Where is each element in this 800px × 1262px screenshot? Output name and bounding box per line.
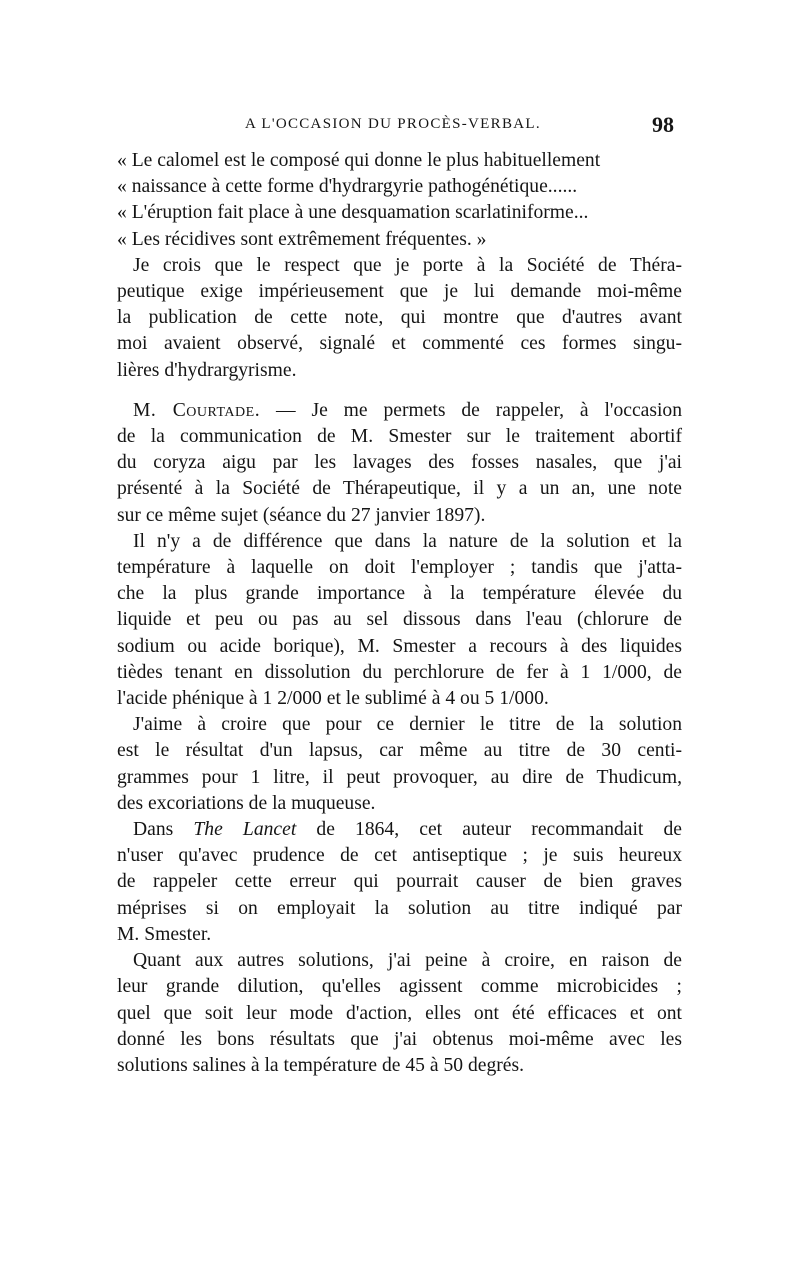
text-line (117, 398, 682, 424)
text-line: des excoriations de la muqueuse. (117, 792, 376, 814)
text-fragment: Dans (133, 819, 194, 841)
text-line (117, 817, 682, 843)
journal-title: The Lancet (193, 819, 297, 841)
paragraph-respect (117, 253, 682, 384)
text-line: J'aime à croire que pour ce dernier le titre de la solution (133, 714, 682, 736)
quote-line: « naissance à cette forme d'hydrargyrie pathogénétique...... (117, 176, 578, 198)
paragraph-solutions (117, 948, 682, 1079)
paragraph-courtade (117, 398, 682, 529)
text-line: sodium ou acide borique), M. Smester a recours à des liquides (117, 635, 682, 657)
page-number: 98 (652, 112, 674, 137)
text-line: moi avaient observé, signalé et commenté ces formes singu- (117, 333, 682, 355)
text-line: quel que soit leur mode d'action, elles ont été efficaces et ont (117, 1002, 682, 1024)
text-line: Je crois que le respect que je porte à la Société de Théra- (133, 254, 682, 276)
text-line: sur ce même sujet (séance du 27 janvier 1897). (117, 504, 486, 526)
text-line: M. Smester. (117, 923, 212, 945)
text-line: tièdes tenant en dissolution du perchlorure de fer à 1 1/000, de (117, 661, 682, 683)
quote-line: « Les récidives sont extrêmement fréquentes. » (117, 228, 487, 250)
text-line: Il n'y a de différence que dans la nature de la solution et la (133, 530, 682, 552)
text-line: solutions salines à la température de 45 à 50 degrés. (117, 1054, 524, 1076)
text-fragment: — Je me permets de rappeler, à l'occasion (260, 399, 682, 421)
quote-line: « Le calomel est le composé qui donne le plus habituellement (117, 150, 601, 171)
text-fragment: de 1864, cet auteur recommandait de (296, 819, 682, 841)
text-line: la publication de cette note, qui montre que d'autres avant (117, 307, 682, 329)
text-line: lières d'hydrargyrisme. (117, 359, 297, 381)
page-body (117, 148, 682, 1079)
text-line: liquide et peu ou pas au sel dissous dans l'eau (chlorure de (117, 609, 682, 631)
text-line: donné les bons résultats que j'ai obtenus moi-même avec les (117, 1028, 682, 1050)
text-line: présenté à la Société de Thérapeutique, il y a un an, une note (117, 478, 682, 500)
text-line: de rappeler cette erreur qui pourrait causer de bien graves (117, 871, 682, 893)
text-line: leur grande dilution, qu'elles agissent comme microbicides ; (117, 976, 682, 998)
text-line: du coryza aigu par les lavages des fosses nasales, que j'ai (117, 452, 682, 474)
text-line: n'user qu'avec prudence de cet antiseptique ; je suis heureux (117, 845, 682, 867)
text-line: de la communication de M. Smester sur le traitement abortif (117, 426, 682, 448)
quote-line: « L'éruption fait place à une desquamation scarlatiniforme... (117, 202, 589, 224)
paragraph-lancet (117, 817, 682, 948)
speaker-name: M. Courtade. (133, 399, 261, 421)
text-line: grammes pour 1 litre, il peut provoquer, au dire de Thudicum, (117, 766, 682, 788)
text-line: peutique exige impérieusement que je lui demande moi-même (117, 281, 682, 303)
text-line: méprises si on employait la solution au titre indiqué par (117, 897, 682, 919)
quotation-block (117, 148, 682, 253)
text-line: che la plus grande importance à la température élevée du (117, 583, 682, 605)
running-title: A L'OCCASION DU PROCÈS-VERBAL. (245, 116, 541, 132)
text-line: Quant aux autres solutions, j'ai peine à croire, en raison de (133, 950, 682, 972)
paragraph-gap (117, 384, 682, 398)
text-line: l'acide phénique à 1 2/000 et le sublimé à 4 ou 5 1/000. (117, 688, 549, 710)
text-line: température à laquelle on doit l'employer ; tandis que j'atta- (117, 557, 682, 579)
text-line: est le résultat d'un lapsus, car même au titre de 30 centi- (117, 740, 682, 762)
paragraph-lapsus (117, 712, 682, 817)
page-header (0, 112, 800, 140)
paragraph-difference (117, 529, 682, 712)
